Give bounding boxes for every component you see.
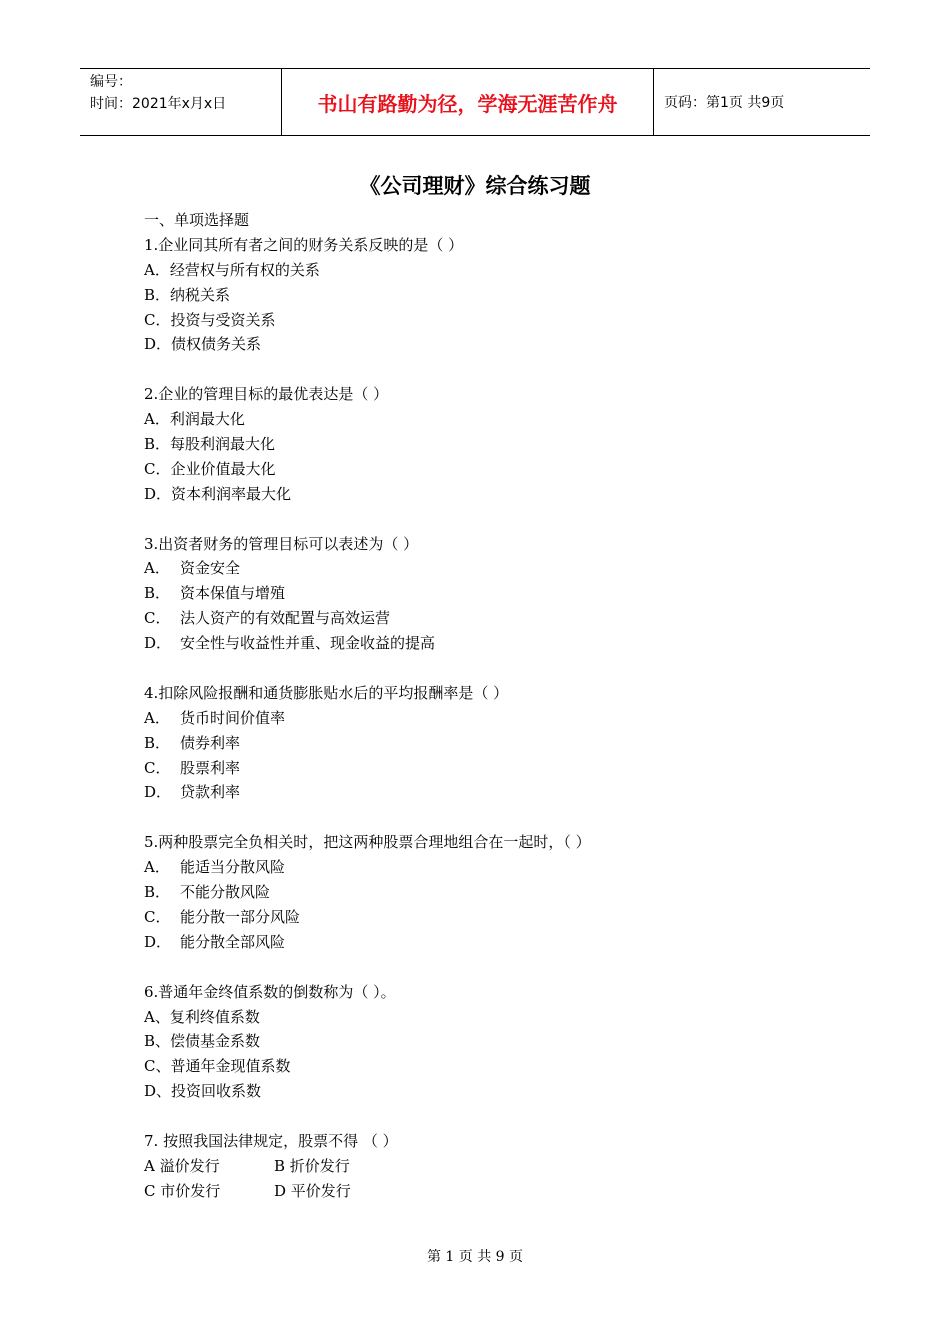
question-stem: 5.两种股票完全负相关时，把这两种股票合理地组合在一起时，（ ） (144, 833, 591, 852)
option (144, 706, 844, 731)
option (144, 556, 844, 581)
option: D．债权债务关系 (144, 335, 262, 354)
option-text: 法人资产的有效配置与高效运营 (180, 609, 391, 628)
number-label: 编号： (90, 74, 132, 90)
question-stem: 3.出资者财务的管理目标可以表述为（ ） (144, 534, 419, 553)
header-motto: 书山有路勤为径，学海无涯苦作舟 (281, 69, 654, 135)
option: C．企业价值最大化 (144, 459, 276, 478)
option: C．投资与受资关系 (144, 310, 276, 329)
option (144, 631, 844, 656)
option: D 平价发行 (274, 1181, 351, 1200)
document-title: 《公司理财》综合练习题 (359, 174, 591, 198)
question-stem: 6.普通年金终值系数的倒数称为（ ）。 (144, 982, 396, 1001)
document-body (144, 208, 844, 1204)
option-letter: C． (144, 907, 171, 926)
option-text: 贷款利率 (180, 783, 241, 802)
section-heading: 一、单项选择题 (144, 211, 250, 229)
option-text: 货币时间价值率 (180, 708, 286, 727)
option: A．经营权与所有权的关系 (144, 260, 320, 279)
option-text: 债券利率 (180, 733, 241, 752)
option (144, 880, 844, 905)
page-footer: 第 1 页 共 9 页 (426, 1249, 524, 1265)
page-header (80, 68, 870, 136)
option (144, 930, 844, 955)
option-row (144, 1154, 844, 1179)
option-letter: C． (144, 758, 171, 777)
option-letter: B． (144, 733, 171, 752)
option-letter: D． (144, 783, 172, 802)
option-letter: A． (144, 708, 170, 727)
option: A．利润最大化 (144, 410, 245, 429)
option-text: 股票利率 (180, 758, 241, 777)
option-text: 能分散全部风险 (180, 932, 286, 951)
option (144, 855, 844, 880)
option (144, 581, 844, 606)
option-text: 资本保值与增殖 (180, 584, 286, 603)
option (144, 905, 844, 930)
question-stem: 7. 按照我国法律规定，股票不得 （ ） (144, 1131, 398, 1150)
option-letter: D． (144, 932, 172, 951)
option: B、偿债基金系数 (144, 1032, 261, 1051)
option: B．纳税关系 (144, 285, 231, 304)
option-letter: D． (144, 634, 172, 653)
option: C 市价发行 (144, 1181, 221, 1200)
option-letter: A． (144, 858, 170, 877)
question-stem: 1.企业同其所有者之间的财务关系反映的是（ ） (144, 235, 464, 254)
option (144, 780, 844, 805)
option-text: 资金安全 (180, 559, 241, 578)
header-meta (80, 69, 281, 135)
option: B．每股利润最大化 (144, 435, 276, 454)
option-letter: B． (144, 584, 171, 603)
option-letter: A． (144, 559, 170, 578)
option: A 溢价发行 (144, 1156, 220, 1175)
option (144, 756, 844, 781)
option-text: 不能分散风险 (180, 883, 271, 902)
option: D．资本利润率最大化 (144, 484, 292, 503)
option (144, 606, 844, 631)
option-text: 安全性与收益性并重、现金收益的提高 (180, 634, 436, 653)
option-text: 能适当分散风险 (180, 858, 286, 877)
option (144, 731, 844, 756)
question-stem: 4.扣除风险报酬和通货膨胀贴水后的平均报酬率是（ ） (144, 683, 509, 702)
question-stem: 2.企业的管理目标的最优表达是（ ） (144, 385, 389, 404)
header-page-code: 页码：第1页 共9页 (664, 95, 785, 111)
option-text: 能分散一部分风险 (180, 907, 301, 926)
time-label: 时间：2021年x月x日 (90, 96, 227, 112)
option: D、投资回收系数 (144, 1082, 262, 1101)
option-row (144, 1179, 844, 1204)
option-letter: B． (144, 883, 171, 902)
option-letter: C． (144, 609, 171, 628)
option: B 折价发行 (274, 1156, 350, 1175)
option: A、复利终值系数 (144, 1007, 260, 1026)
option: C、普通年金现值系数 (144, 1057, 291, 1076)
